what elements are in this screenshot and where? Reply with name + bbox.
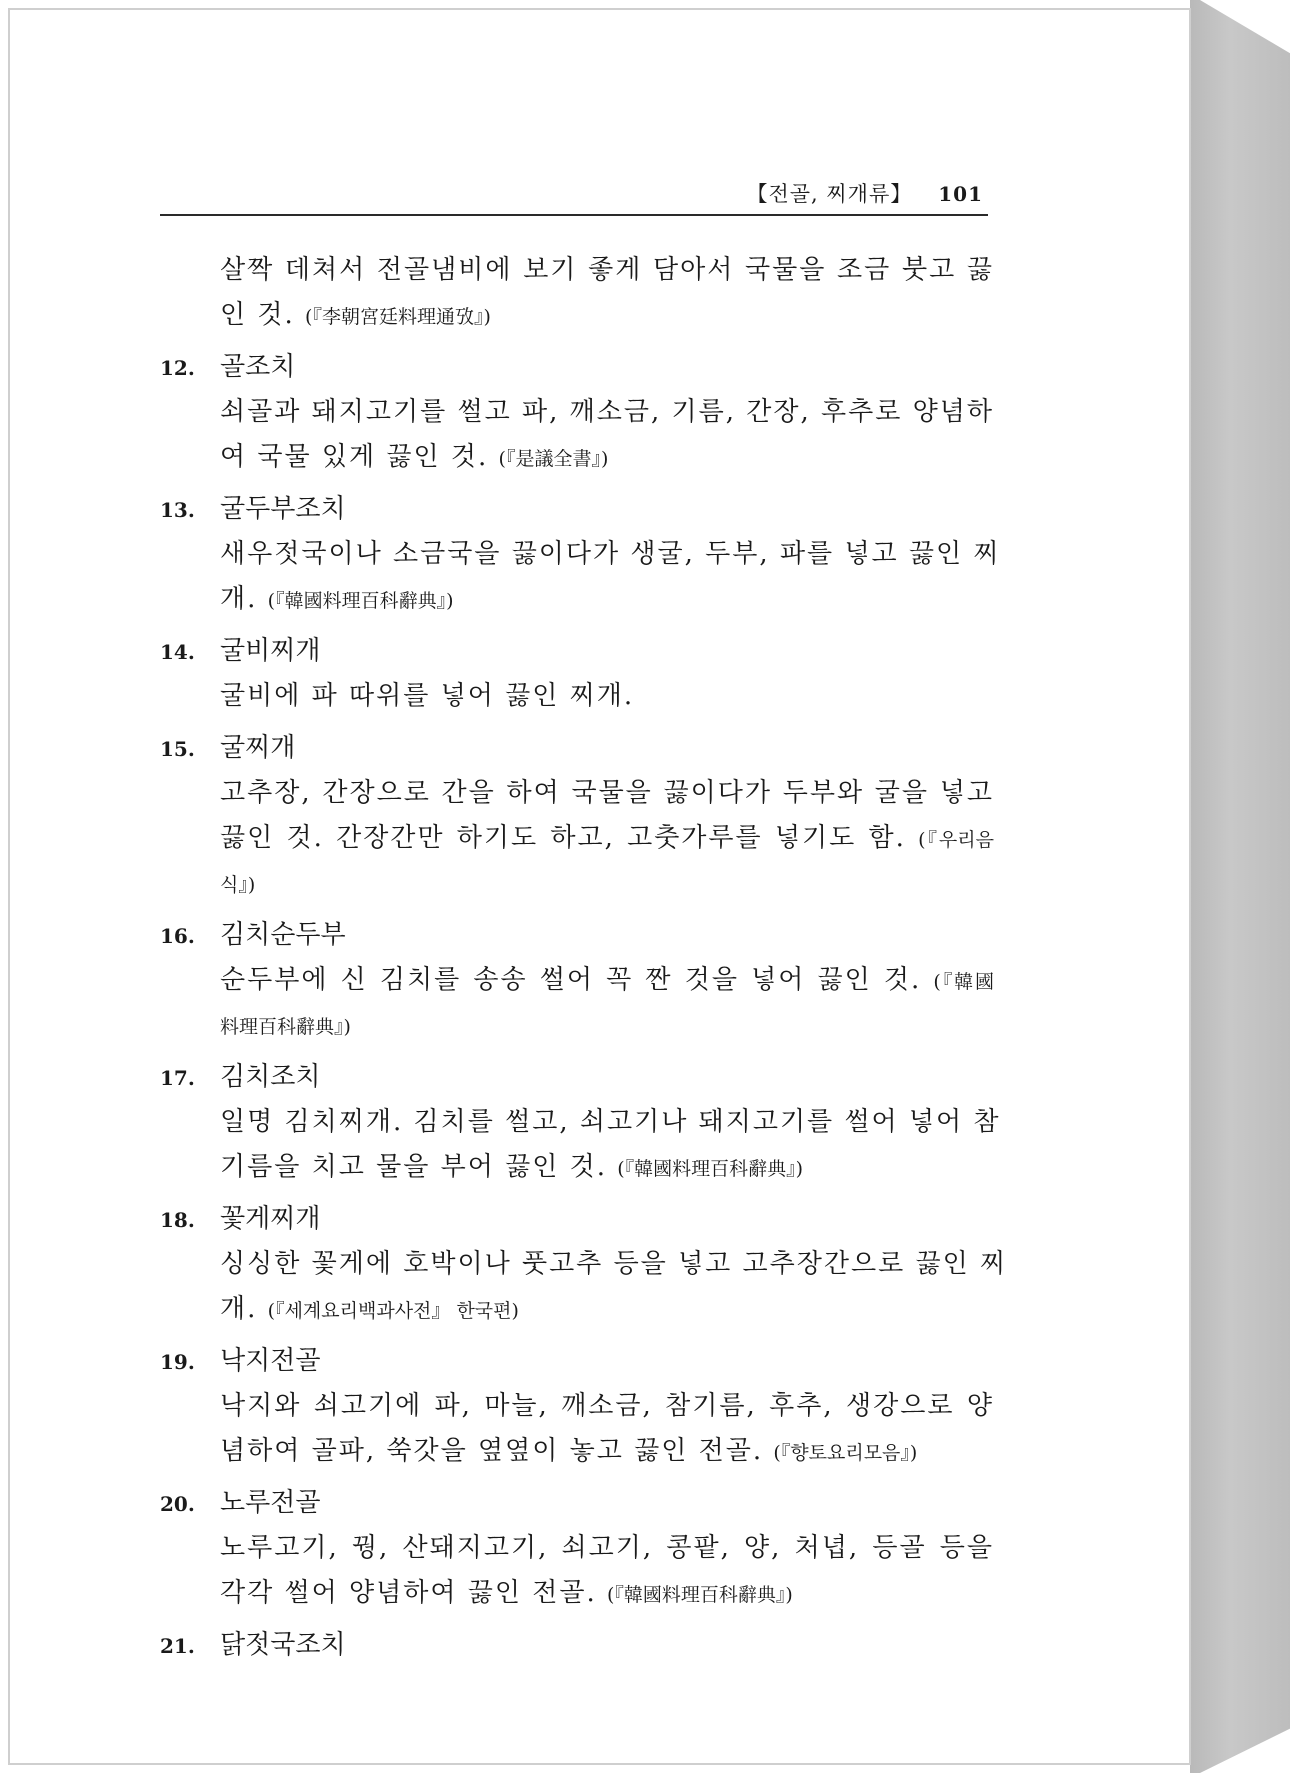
body-line: 순두부에 신 김치를 송송 썰어 꼭 짠 것을 넣어 끓인 것. (『韓國 (220, 965, 994, 995)
entry-title: 노루전골 (220, 1488, 321, 1518)
entry-heading (160, 1481, 994, 1526)
source-citation: (『韓國料理百科辭典』) (606, 1584, 793, 1606)
source-citation: (『향토요리모음』) (773, 1442, 918, 1464)
source-citation: (『우리음 (918, 829, 994, 851)
source-citation: (『세계요리백과사전』 한국편) (267, 1300, 519, 1322)
section-title: 【전골, 찌개류】 (746, 182, 913, 206)
entry-heading (160, 345, 994, 390)
body-line: 낙지와 쇠고기에 파, 마늘, 깨소금, 참기름, 후추, 생강으로 양 (220, 1391, 994, 1421)
entry-number: 14. (160, 640, 195, 664)
body-line: 기름을 치고 물을 부어 끓인 것. (『韓國料理百科辭典』) (220, 1152, 804, 1182)
entry-number: 19. (160, 1350, 195, 1374)
entry-number: 15. (160, 737, 195, 761)
entry-heading (160, 1055, 994, 1100)
entry-heading (160, 1197, 994, 1242)
entry-heading (160, 913, 994, 958)
source-citation: (『韓國料理百科辭典』) (267, 590, 454, 612)
entry-heading (160, 1339, 994, 1384)
body-line: 살짝 데쳐서 전골냄비에 보기 좋게 담아서 국물을 조금 붓고 끓 (220, 255, 994, 285)
body-line: 料理百科辭典』) (220, 1016, 351, 1038)
entry-title: 굴비찌개 (220, 636, 321, 666)
book-edge (1190, 0, 1290, 1773)
entry-heading (160, 629, 994, 674)
entry-heading (160, 1623, 994, 1668)
entry-number: 12. (160, 356, 195, 380)
entry-title: 김치순두부 (220, 920, 346, 950)
source-citation: (『韓國 (933, 971, 994, 993)
body-line: 인 것. (『李朝宮廷料理通攷』) (220, 300, 491, 330)
body-line: 고추장, 간장으로 간을 하여 국물을 끓이다가 두부와 굴을 넣고 (220, 778, 994, 808)
entry-title: 굴찌개 (220, 733, 296, 763)
body-line: 노루고기, 꿩, 산돼지고기, 쇠고기, 콩팥, 양, 처녑, 등골 등을 (220, 1533, 994, 1563)
page-number: 101 (938, 182, 983, 206)
entry-number: 21. (160, 1634, 195, 1658)
entry-number: 17. (160, 1066, 195, 1090)
header-rule (160, 214, 988, 216)
entry-title: 닭젓국조치 (220, 1630, 346, 1660)
source-citation: (『李朝宮廷料理通攷』) (305, 306, 491, 328)
entry-title: 꽃게찌개 (220, 1204, 321, 1234)
entry-title: 낙지전골 (220, 1346, 321, 1376)
entry-number: 16. (160, 924, 195, 948)
entry-number: 18. (160, 1208, 195, 1232)
body-line: 끓인 것. 간장간만 하기도 하고, 고춧가루를 넣기도 함. (『우리음 (220, 823, 994, 853)
entry-title: 김치조치 (220, 1062, 321, 1092)
body-line: 쇠골과 돼지고기를 썰고 파, 깨소금, 기름, 간장, 후추로 양념하 (220, 397, 994, 427)
page-body (160, 248, 1008, 1668)
entry-number: 20. (160, 1492, 195, 1516)
entry-heading (160, 726, 994, 771)
body-line: 개. (『세계요리백과사전』 한국편) (220, 1294, 519, 1324)
entry-title: 골조치 (220, 352, 296, 382)
body-line: 각각 썰어 양념하여 끓인 전골. (『韓國料理百科辭典』) (220, 1578, 793, 1608)
book-page (8, 8, 1191, 1765)
body-line: 여 국물 있게 끓인 것. (『是議全書』) (220, 442, 609, 472)
body-line: 념하여 골파, 쑥갓을 옆옆이 놓고 끓인 전골. (『향토요리모음』) (220, 1436, 918, 1466)
running-header (10, 178, 983, 208)
source-citation: (『是議全書』) (498, 448, 609, 470)
body-line: 새우젓국이나 소금국을 끓이다가 생굴, 두부, 파를 넣고 끓인 찌 (220, 539, 1001, 569)
entry-title: 굴두부조치 (220, 494, 346, 524)
body-line: 식』) (220, 874, 256, 896)
body-line: 일명 김치찌개. 김치를 썰고, 쇠고기나 돼지고기를 썰어 넣어 참 (220, 1107, 1001, 1137)
source-citation: (『韓國料理百科辭典』) (617, 1158, 804, 1180)
body-line: 개. (『韓國料理百科辭典』) (220, 584, 454, 614)
entry-heading (160, 487, 994, 532)
entry-number: 13. (160, 498, 195, 522)
body-line: 싱싱한 꽃게에 호박이나 풋고추 등을 넣고 고추장간으로 끓인 찌 (220, 1249, 1008, 1279)
body-line: 굴비에 파 따위를 넣어 끓인 찌개. (220, 681, 635, 711)
